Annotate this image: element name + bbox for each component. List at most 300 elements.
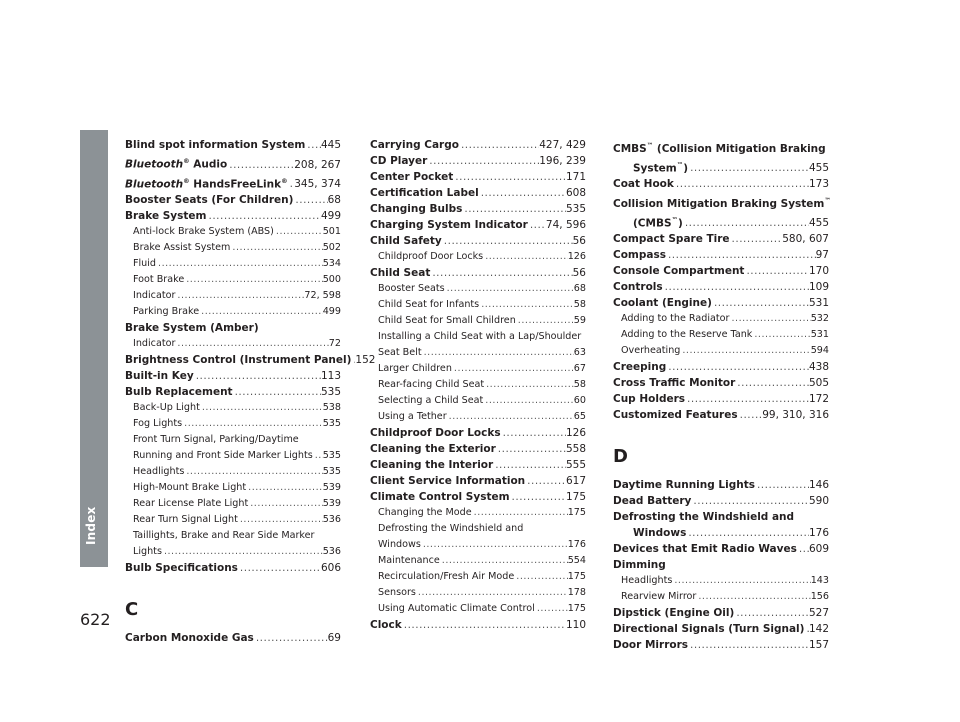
index-entry-label: Creeping bbox=[613, 361, 667, 373]
dot-leader bbox=[483, 393, 573, 409]
dot-leader bbox=[233, 384, 321, 400]
index-entry bbox=[370, 137, 586, 153]
index-entry bbox=[613, 327, 829, 343]
index-entry-label: Running and Front Side Marker Lights bbox=[133, 450, 313, 461]
dot-leader bbox=[672, 573, 810, 589]
index-entry-pages: 109 bbox=[808, 281, 829, 293]
index-entry-pages: 609 bbox=[808, 543, 829, 555]
index-entry-pages: 499 bbox=[320, 210, 341, 222]
index-entry-heading bbox=[613, 557, 829, 573]
dot-leader bbox=[683, 215, 809, 231]
dot-leader bbox=[712, 295, 809, 311]
index-entry-pages: 502 bbox=[322, 242, 341, 253]
dot-leader bbox=[730, 231, 783, 247]
index-entry-label: Foot Brake bbox=[133, 274, 185, 285]
index-entry-label: Devices that Emit Radio Waves bbox=[613, 543, 797, 555]
dot-leader bbox=[246, 480, 323, 496]
index-entry-label: Dimming bbox=[613, 559, 666, 571]
index-entry-pages: 345, 374 bbox=[294, 178, 341, 190]
index-entry-pages: 536 bbox=[322, 546, 341, 557]
index-entry bbox=[613, 263, 829, 279]
index-entry-label: Carrying Cargo bbox=[370, 139, 459, 151]
dot-leader bbox=[514, 569, 567, 585]
dot-leader bbox=[288, 176, 295, 192]
dot-leader bbox=[206, 208, 320, 224]
index-entry-pages: 176 bbox=[567, 539, 586, 550]
index-entry-pages: 196, 239 bbox=[539, 155, 586, 167]
index-entry-label: Coolant (Engine) bbox=[613, 297, 712, 309]
dot-leader bbox=[479, 297, 574, 313]
index-entry bbox=[125, 208, 341, 224]
index-entry-label: Fluid bbox=[133, 258, 157, 269]
index-entry-pages: 99, 310, 316 bbox=[762, 409, 829, 421]
index-entry bbox=[613, 279, 829, 295]
index-entry bbox=[125, 496, 341, 512]
dot-leader bbox=[528, 217, 546, 233]
index-entry-label: Indicator bbox=[133, 290, 176, 301]
index-entry-pages: 126 bbox=[567, 251, 586, 262]
index-entry-label: Using Automatic Climate Control bbox=[378, 603, 535, 614]
dot-leader bbox=[535, 601, 568, 617]
index-entry bbox=[613, 637, 829, 653]
dot-leader bbox=[516, 313, 574, 329]
index-entry bbox=[125, 630, 341, 646]
index-entry-pages: 535 bbox=[322, 450, 341, 461]
dot-leader bbox=[182, 416, 323, 432]
index-entry-pages: 608 bbox=[565, 187, 586, 199]
index-entry bbox=[125, 272, 341, 288]
index-entry bbox=[370, 409, 586, 425]
index-entry bbox=[370, 217, 586, 233]
index-entry bbox=[370, 345, 586, 361]
index-column-3 bbox=[613, 137, 829, 653]
dot-leader bbox=[738, 407, 763, 423]
index-entry bbox=[125, 240, 341, 256]
index-entry bbox=[370, 249, 586, 265]
index-entry bbox=[370, 313, 586, 329]
index-entry-label: Brake System (Amber) bbox=[125, 322, 259, 334]
index-entry-heading bbox=[613, 192, 829, 212]
index-entry-label: Client Service Information bbox=[370, 475, 526, 487]
index-entry-label: Defrosting the Windshield and bbox=[613, 511, 795, 523]
index-entry-label: Rear License Plate Light bbox=[133, 498, 249, 509]
index-entry-label: Child Seat for Small Children bbox=[378, 315, 516, 326]
index-entry bbox=[370, 457, 586, 473]
dot-leader bbox=[666, 359, 809, 375]
index-entry-label: Parking Brake bbox=[133, 306, 200, 317]
index-entry bbox=[370, 489, 586, 505]
index-entry bbox=[613, 311, 829, 327]
dot-leader bbox=[254, 630, 328, 646]
index-entry-label: Windows bbox=[633, 527, 687, 539]
index-entry-pages: 531 bbox=[810, 329, 829, 340]
index-entry bbox=[125, 352, 376, 368]
index-entry bbox=[125, 224, 341, 240]
index-entry-pages: 535 bbox=[565, 203, 586, 215]
index-entry-label: Indicator bbox=[133, 338, 176, 349]
dot-leader bbox=[421, 537, 568, 553]
index-entry-label: Larger Children bbox=[378, 363, 452, 374]
index-entry-pages: 590 bbox=[808, 495, 829, 507]
index-entry-label: Sensors bbox=[378, 587, 416, 598]
index-entry bbox=[613, 541, 829, 557]
dot-leader bbox=[483, 249, 568, 265]
index-entry-label: Controls bbox=[613, 281, 663, 293]
dot-leader bbox=[440, 553, 568, 569]
index-entry bbox=[370, 537, 586, 553]
index-entry bbox=[125, 400, 341, 416]
dot-leader bbox=[305, 137, 321, 153]
dot-leader bbox=[484, 377, 574, 393]
index-entry bbox=[370, 569, 586, 585]
index-entry-pages: 580, 607 bbox=[782, 233, 829, 245]
index-entry-label: Headlights bbox=[621, 575, 673, 586]
index-entry-label: Directional Signals (Turn Signal) bbox=[613, 623, 805, 635]
section-letter-c: C bbox=[125, 599, 139, 620]
index-side-label: Index bbox=[84, 506, 98, 545]
index-entry-label: Customized Features bbox=[613, 409, 738, 421]
dot-leader bbox=[248, 496, 322, 512]
index-entry-label: Taillights, Brake and Rear Side Marker bbox=[133, 530, 315, 541]
index-entry-pages: 176 bbox=[808, 527, 829, 539]
index-entry-label: Booster Seats (For Children) bbox=[125, 194, 294, 206]
index-entry-label: Bulb Replacement bbox=[125, 386, 233, 398]
index-entry-pages: 536 bbox=[322, 514, 341, 525]
index-entry-pages: 175 bbox=[567, 571, 586, 582]
index-entry-pages: 113 bbox=[320, 370, 341, 382]
dot-leader bbox=[510, 489, 566, 505]
dot-leader bbox=[696, 589, 810, 605]
index-entry-heading bbox=[370, 329, 586, 345]
dot-leader bbox=[442, 233, 573, 249]
index-entry bbox=[370, 505, 586, 521]
dot-leader bbox=[194, 368, 321, 384]
dot-leader bbox=[744, 263, 809, 279]
index-entry bbox=[125, 173, 341, 193]
index-entry bbox=[613, 343, 829, 359]
index-entry bbox=[370, 233, 586, 249]
index-entry-label: Blind spot information System bbox=[125, 139, 306, 151]
index-entry-pages: 56 bbox=[572, 267, 586, 279]
index-entry-heading bbox=[125, 432, 341, 448]
index-entry-pages: 455 bbox=[808, 162, 829, 174]
dot-leader bbox=[274, 224, 323, 240]
index-entry-pages: 208, 267 bbox=[294, 158, 341, 171]
index-entry bbox=[613, 391, 829, 407]
index-entry-pages: 175 bbox=[567, 507, 586, 518]
index-entry-heading bbox=[125, 320, 341, 336]
index-entry-heading bbox=[613, 509, 829, 525]
index-entry-label: Center Pocket bbox=[370, 171, 454, 183]
index-entry-label: Collision Mitigation Braking System™ bbox=[613, 196, 831, 210]
index-entry-pages: 531 bbox=[808, 297, 829, 309]
index-entry bbox=[370, 265, 586, 281]
dot-leader bbox=[479, 185, 566, 201]
index-entry-label: Brightness Control (Instrument Panel) bbox=[125, 354, 352, 366]
index-entry-pages: 65 bbox=[573, 411, 586, 422]
index-entry-label: Installing a Child Seat with a Lap/Shoulder bbox=[378, 331, 582, 342]
index-entry bbox=[125, 368, 341, 384]
dot-leader bbox=[427, 153, 539, 169]
index-entry-pages: 68 bbox=[573, 283, 586, 294]
index-entry-label: Child Seat bbox=[370, 267, 431, 279]
index-entry-label: Front Turn Signal, Parking/Daytime bbox=[133, 434, 299, 445]
index-entry bbox=[613, 176, 829, 192]
dot-leader bbox=[729, 311, 810, 327]
dot-leader bbox=[230, 240, 322, 256]
index-entry-pages: 63 bbox=[573, 347, 586, 358]
index-entry-pages: 175 bbox=[565, 491, 586, 503]
index-entry bbox=[125, 288, 341, 304]
index-entry-pages: 126 bbox=[565, 427, 586, 439]
index-entry-label: Selecting a Child Seat bbox=[378, 395, 484, 406]
index-entry-pages: 60 bbox=[573, 395, 586, 406]
dot-leader bbox=[752, 327, 810, 343]
dot-leader bbox=[313, 448, 323, 464]
index-entry-label: Climate Control System bbox=[370, 491, 510, 503]
dot-leader bbox=[453, 169, 566, 185]
dot-leader bbox=[666, 247, 816, 263]
index-entry bbox=[613, 375, 829, 391]
dot-leader bbox=[175, 336, 328, 352]
index-entry bbox=[370, 393, 586, 409]
index-entry bbox=[125, 512, 341, 528]
index-entry bbox=[613, 589, 829, 605]
index-entry-pages: 535 bbox=[322, 418, 341, 429]
index-entry-pages: 455 bbox=[808, 217, 829, 229]
dot-leader bbox=[688, 160, 809, 176]
index-entry-label: Cup Holders bbox=[613, 393, 686, 405]
index-entry-label: Child Seat for Infants bbox=[378, 299, 480, 310]
index-entry bbox=[613, 621, 829, 637]
index-entry-pages: 554 bbox=[567, 555, 586, 566]
index-entry bbox=[613, 212, 829, 232]
index-entry-heading bbox=[613, 137, 829, 157]
index-entry-pages: 156 bbox=[810, 591, 829, 602]
index-entry-pages: 558 bbox=[565, 443, 586, 455]
index-entry-pages: 178 bbox=[567, 587, 586, 598]
index-entry bbox=[125, 153, 341, 173]
index-entry-label: Seat Belt bbox=[378, 347, 422, 358]
index-entry-pages: 58 bbox=[573, 379, 586, 390]
dot-leader bbox=[227, 157, 294, 173]
index-entry-pages: 59 bbox=[573, 315, 586, 326]
dot-leader bbox=[691, 493, 809, 509]
index-entry-label: Back-Up Light bbox=[133, 402, 200, 413]
index-entry-pages: 172 bbox=[808, 393, 829, 405]
index-entry-pages: 555 bbox=[565, 459, 586, 471]
dot-leader bbox=[430, 265, 572, 281]
dot-leader bbox=[674, 176, 809, 192]
dot-leader bbox=[184, 464, 322, 480]
dot-leader bbox=[680, 343, 810, 359]
dot-leader bbox=[735, 375, 809, 391]
index-entry bbox=[125, 384, 341, 400]
index-entry bbox=[125, 480, 341, 496]
dot-leader bbox=[293, 192, 327, 208]
index-entry-label: Built-in Key bbox=[125, 370, 194, 382]
index-entry bbox=[125, 192, 341, 208]
index-entry-pages: 157 bbox=[808, 639, 829, 651]
index-entry-label: Door Mirrors bbox=[613, 639, 689, 651]
index-entry-pages: 445 bbox=[320, 139, 341, 151]
index-entry-label: Windows bbox=[378, 539, 421, 550]
index-entry-label: Daytime Running Lights bbox=[613, 479, 755, 491]
index-entry bbox=[125, 560, 341, 576]
dot-leader bbox=[452, 361, 574, 377]
section-letter-d: D bbox=[613, 446, 628, 467]
index-entry-pages: 143 bbox=[810, 575, 829, 586]
index-entry-label: Adding to the Reserve Tank bbox=[621, 329, 753, 340]
index-entry-label: Cross Traffic Monitor bbox=[613, 377, 736, 389]
dot-leader bbox=[525, 473, 566, 489]
dot-leader bbox=[156, 256, 323, 272]
index-entry bbox=[370, 281, 586, 297]
index-entry-pages: 175 bbox=[567, 603, 586, 614]
index-entry-pages: 538 bbox=[322, 402, 341, 413]
index-entry-label: Lights bbox=[133, 546, 162, 557]
index-entry bbox=[370, 425, 586, 441]
index-entry-pages: 58 bbox=[573, 299, 586, 310]
index-entry-label: Child Safety bbox=[370, 235, 442, 247]
index-entry-label: Rear-facing Child Seat bbox=[378, 379, 485, 390]
index-entry bbox=[370, 297, 586, 313]
index-entry-pages: 535 bbox=[322, 466, 341, 477]
index-entry-pages: 142 bbox=[808, 623, 829, 635]
index-entry bbox=[125, 336, 341, 352]
index-entry-label: Compass bbox=[613, 249, 666, 261]
index-entry-label: Clock bbox=[370, 619, 402, 631]
index-entry-label: Anti-lock Brake System (ABS) bbox=[133, 226, 274, 237]
dot-leader bbox=[685, 391, 809, 407]
index-entry-pages: 427, 429 bbox=[539, 139, 586, 151]
dot-leader bbox=[459, 137, 539, 153]
index-entry bbox=[613, 573, 829, 589]
index-entry-pages: 606 bbox=[320, 562, 341, 574]
dot-leader bbox=[175, 288, 304, 304]
dot-leader bbox=[797, 541, 809, 557]
dot-leader bbox=[199, 304, 323, 320]
index-entry-label: Fog Lights bbox=[133, 418, 183, 429]
index-entry bbox=[613, 157, 829, 177]
index-entry bbox=[613, 295, 829, 311]
index-entry bbox=[370, 169, 586, 185]
index-entry-heading bbox=[370, 521, 586, 537]
index-entry bbox=[613, 407, 829, 423]
index-entry-pages: 594 bbox=[810, 345, 829, 356]
index-entry bbox=[370, 361, 586, 377]
index-entry-label: Bulb Specifications bbox=[125, 562, 238, 574]
dot-leader bbox=[734, 605, 809, 621]
index-entry-label: Childproof Door Locks bbox=[370, 427, 501, 439]
index-entry bbox=[370, 185, 586, 201]
index-entry-label: Maintenance bbox=[378, 555, 440, 566]
index-entry-label: Defrosting the Windshield and bbox=[378, 523, 524, 534]
index-column-1 bbox=[125, 137, 376, 646]
index-entry-pages: 74, 596 bbox=[545, 219, 586, 231]
index-entry-pages: 438 bbox=[808, 361, 829, 373]
dot-leader bbox=[447, 409, 574, 425]
index-entry-pages: 110 bbox=[565, 619, 586, 631]
dot-leader bbox=[493, 457, 566, 473]
index-entry-label: Coat Hook bbox=[613, 178, 674, 190]
index-entry bbox=[370, 377, 586, 393]
index-entry-label: System™) bbox=[633, 160, 689, 174]
index-entry-pages: 501 bbox=[322, 226, 341, 237]
index-column-2 bbox=[370, 137, 586, 633]
dot-leader bbox=[496, 441, 566, 457]
dot-leader bbox=[472, 505, 568, 521]
dot-leader bbox=[755, 477, 809, 493]
index-entry-pages: 97 bbox=[815, 249, 829, 261]
index-entry-label: Console Compartment bbox=[613, 265, 745, 277]
index-entry-label: Cleaning the Interior bbox=[370, 459, 494, 471]
index-entry-label: Dipstick (Engine Oil) bbox=[613, 607, 735, 619]
index-entry bbox=[370, 153, 586, 169]
dot-leader bbox=[200, 400, 323, 416]
index-entry bbox=[613, 477, 829, 493]
index-entry bbox=[613, 605, 829, 621]
index-entry bbox=[613, 231, 829, 247]
dot-leader bbox=[422, 345, 574, 361]
index-entry bbox=[613, 525, 829, 541]
index-entry bbox=[125, 464, 341, 480]
index-entry bbox=[370, 553, 586, 569]
index-entry-pages: 72 bbox=[328, 338, 341, 349]
index-entry-pages: 499 bbox=[322, 306, 341, 317]
index-entry-label: Overheating bbox=[621, 345, 681, 356]
index-entry bbox=[370, 601, 586, 617]
index-entry bbox=[370, 617, 586, 633]
index-entry-pages: 68 bbox=[327, 194, 341, 206]
index-entry-label: Bluetooth® HandsFreeLink® bbox=[125, 176, 288, 190]
index-entry bbox=[125, 137, 341, 153]
index-entry-pages: 173 bbox=[808, 178, 829, 190]
index-entry-label: Headlights bbox=[133, 466, 185, 477]
index-entry bbox=[370, 473, 586, 489]
index-entry-label: Certification Label bbox=[370, 187, 479, 199]
index-entry-pages: 539 bbox=[322, 482, 341, 493]
index-entry-pages: 67 bbox=[573, 363, 586, 374]
index-entry-label: Childproof Door Locks bbox=[378, 251, 484, 262]
index-entry-label: Compact Spare Tire bbox=[613, 233, 730, 245]
dot-leader bbox=[402, 617, 566, 633]
index-entry-pages: 72, 598 bbox=[304, 290, 341, 301]
dot-leader bbox=[184, 272, 322, 288]
index-entry-label: Recirculation/Fresh Air Mode bbox=[378, 571, 515, 582]
dot-leader bbox=[162, 544, 323, 560]
index-entry-pages: 534 bbox=[322, 258, 341, 269]
index-entry bbox=[613, 359, 829, 375]
index-entry bbox=[125, 544, 341, 560]
index-entry-pages: 527 bbox=[808, 607, 829, 619]
dot-leader bbox=[688, 637, 809, 653]
index-entry-label: Changing Bulbs bbox=[370, 203, 463, 215]
index-entry-label: Adding to the Radiator bbox=[621, 313, 730, 324]
index-entry bbox=[125, 256, 341, 272]
dot-leader bbox=[663, 279, 809, 295]
index-entry-label: Changing the Mode bbox=[378, 507, 472, 518]
dot-leader bbox=[416, 585, 568, 601]
dot-leader bbox=[238, 560, 321, 576]
index-entry-pages: 532 bbox=[810, 313, 829, 324]
index-entry bbox=[370, 585, 586, 601]
index-entry bbox=[613, 247, 829, 263]
index-entry-label: Cleaning the Exterior bbox=[370, 443, 496, 455]
index-entry-pages: 171 bbox=[565, 171, 586, 183]
index-entry-pages: 146 bbox=[808, 479, 829, 491]
index-entry bbox=[125, 304, 341, 320]
